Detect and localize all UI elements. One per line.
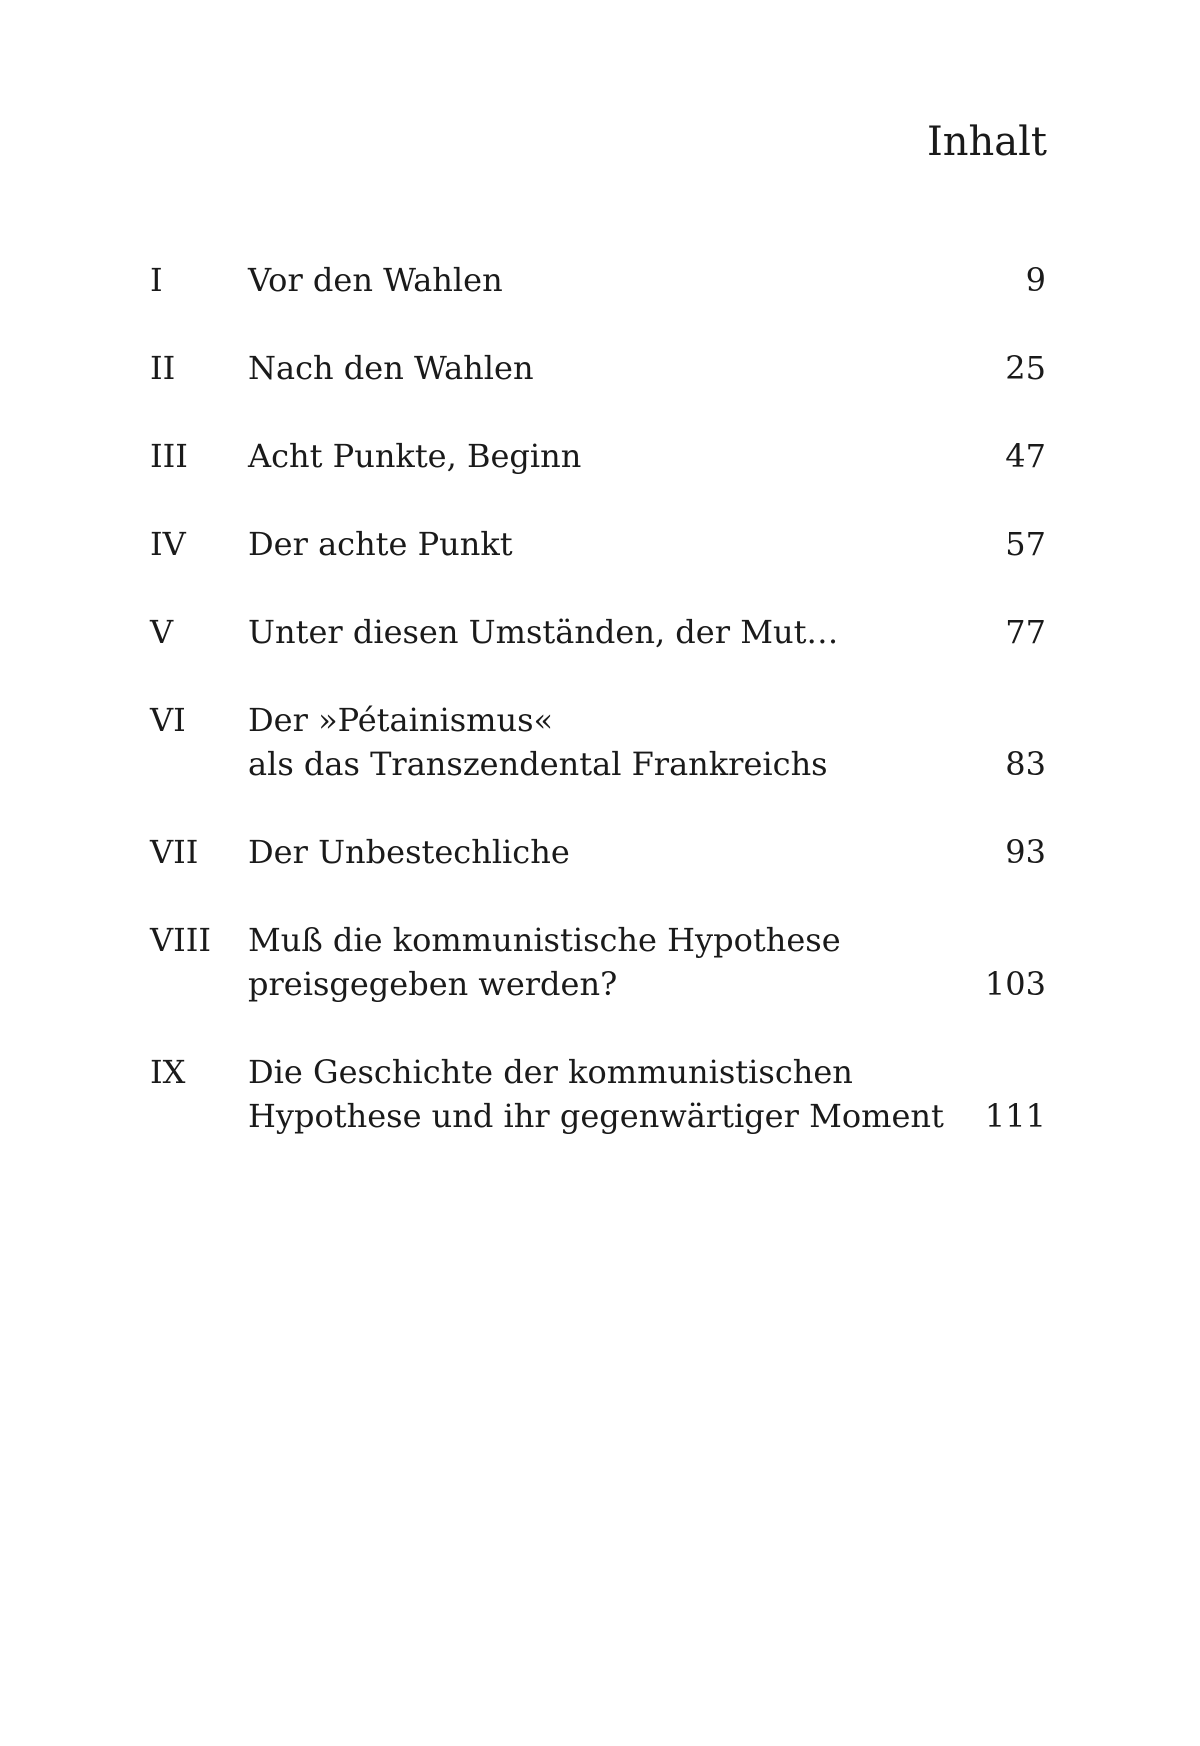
toc-entry (150, 610, 1046, 654)
chapter-title-line: Die Geschichte der kommunistischen (248, 1053, 853, 1091)
chapter-title (248, 258, 926, 302)
page-number: 111 (984, 1097, 1046, 1135)
toc-entry (150, 522, 1046, 566)
chapter-numeral: VIII (150, 921, 212, 959)
chapter-title (248, 918, 926, 1006)
toc-entry (150, 434, 1046, 478)
chapter-numeral: III (150, 437, 188, 475)
chapter-title (248, 522, 926, 566)
toc-entry (150, 1050, 1046, 1138)
toc-entry (150, 918, 1046, 1006)
chapter-numeral: VII (150, 833, 199, 871)
page-number: 83 (1005, 745, 1046, 783)
chapter-title (248, 346, 926, 390)
chapter-numeral: IX (150, 1053, 186, 1091)
chapter-title-line: Muß die kommunistische Hypothese (248, 921, 841, 959)
chapter-title (248, 610, 926, 654)
page-number: 93 (1005, 833, 1046, 871)
page-number: 47 (1005, 437, 1046, 475)
chapter-numeral: VI (150, 701, 186, 739)
toc-entry (150, 258, 1046, 302)
chapter-title-line: Vor den Wahlen (248, 261, 503, 299)
chapter-title (248, 1050, 944, 1138)
chapter-numeral: V (150, 613, 174, 651)
page-number: 25 (1005, 349, 1046, 387)
chapter-title (248, 830, 926, 874)
toc-entry (150, 346, 1046, 390)
chapter-title-line: preisgegeben werden? (248, 965, 618, 1003)
toc-entry (150, 830, 1046, 874)
chapter-title-line: Acht Punkte, Beginn (248, 437, 582, 475)
table-of-contents (150, 258, 1046, 1182)
chapter-numeral: I (150, 261, 163, 299)
chapter-title-line: Unter diesen Umständen, der Mut… (248, 613, 839, 651)
chapter-title-line: als das Transzendental Frankreichs (248, 745, 828, 783)
chapter-title (248, 434, 926, 478)
page-number: 9 (1025, 261, 1046, 299)
chapter-numeral: IV (150, 525, 186, 563)
page-number: 103 (984, 965, 1046, 1003)
chapter-title-line: Hypothese und ihr gegenwärtiger Moment (248, 1097, 944, 1135)
toc-entry (150, 698, 1046, 786)
chapter-title-line: Der Unbestechliche (248, 833, 570, 871)
chapter-title-line: Der achte Punkt (248, 525, 513, 563)
chapter-title-line: Der »Pétainismus« (248, 701, 554, 739)
chapter-numeral: II (150, 349, 176, 387)
page-number: 57 (1005, 525, 1046, 563)
page-title: Inhalt (926, 119, 1047, 165)
chapter-title-line: Nach den Wahlen (248, 349, 534, 387)
chapter-title (248, 698, 926, 786)
page-number: 77 (1005, 613, 1046, 651)
